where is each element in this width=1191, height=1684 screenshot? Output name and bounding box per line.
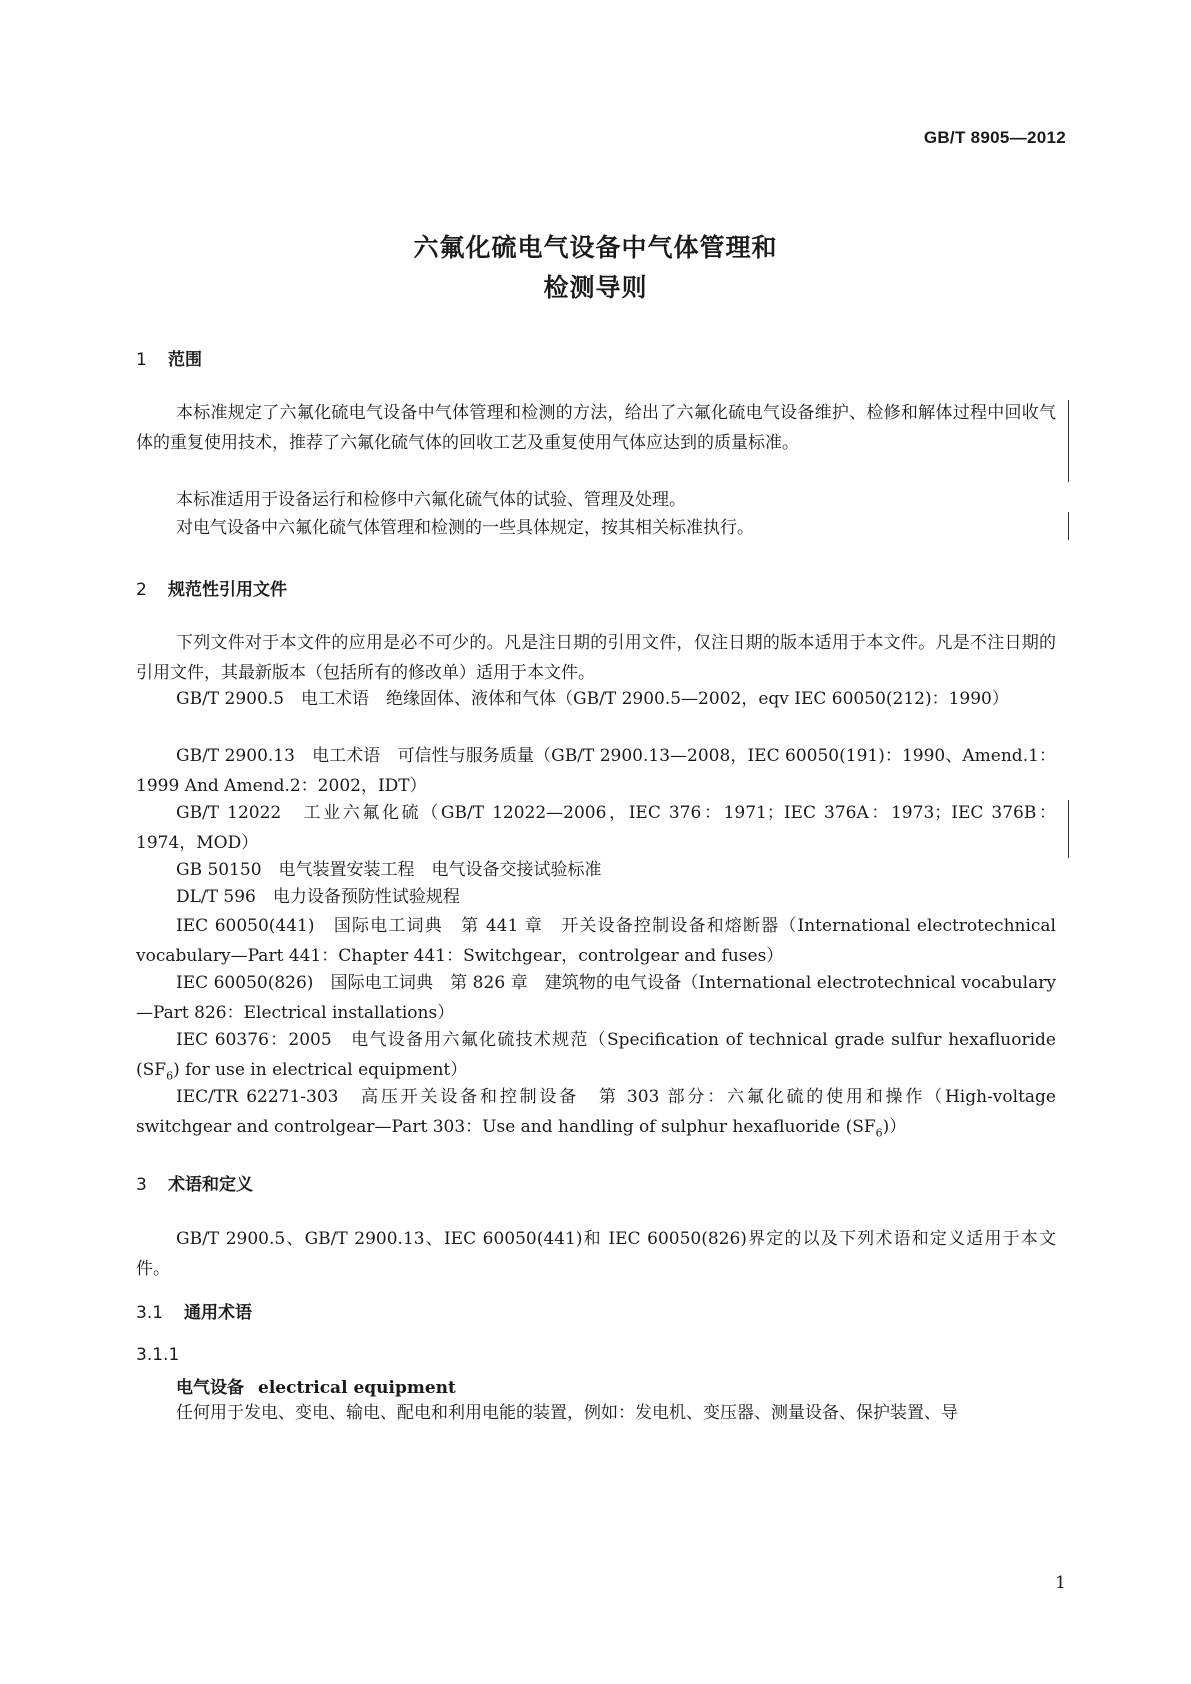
standard-code: GB/T 8905—2012 [923,128,1066,147]
section-1-paragraph-3: 对电气设备中六氟化硫气体管理和检测的一些具体规定，按其相关标准执行。 [176,518,754,538]
page-number: 1 [1055,1573,1066,1593]
section-1-heading: 1 范围 [136,350,202,370]
reference-item: GB 50150 电气装置安装工程 电气设备交接试验标准 [176,860,602,880]
title-line-1: 六氟化硫电气设备中气体管理和 [413,233,778,262]
term-number: 3.1.1 [136,1345,180,1365]
reference-item: GB/T 2900.5 电工术语 绝缘固体、液体和气体（GB/T 2900.5—2002，eqv IEC 60050(212)：1990） [176,689,1009,709]
subsection-3-1-heading: 3.1 通用术语 [136,1303,252,1323]
section-number: 2 [136,580,147,600]
section-3-heading: 3 术语和定义 [136,1175,253,1195]
document-title [0,228,1191,308]
section-number: 3 [136,1175,147,1195]
term-name: 电气设备 electrical equipment [176,1378,456,1398]
title-line-2: 检测导则 [543,273,648,302]
section-3-intro: GB/T 2900.5、GB/T 2900.13、IEC 60050(441)和 IEC 60050(826)界定的以及下列术语和定义适用于本文件。 [136,1229,1056,1279]
reference-item-sf6-spec: IEC 60376：2005 电气设备用六氟化硫技术规范（Specification of technical grade sulfur hexafluoride $(SF_6)$ for use in electrical equipment） [136,1030,1056,1083]
subsection-number: 3.1 [136,1303,164,1323]
section-number: 1 [136,350,147,370]
revision-bar [1068,512,1069,540]
section-2-intro: 下列文件对于本文件的应用是必不可少的。凡是注日期的引用文件，仅注日期的版本适用于本文件。凡是不注日期的引用文件，其最新版本（包括所有的修改单）适用于本文件。 [136,633,1056,683]
section-1-paragraph-1: 本标准规定了六氟化硫电气设备中气体管理和检测的方法，给出了六氟化硫电气设备维护、检修和解体过程中回收气体的重复使用技术，推荐了六氟化硫气体的回收工艺及重复使用气体应达到的质量标准。 [136,403,1056,453]
term-definition: 任何用于发电、变电、输电、配电和利用电能的装置，例如：发电机、变压器、测量设备、保护装置、导 [176,1403,958,1423]
reference-item: GB/T 2900.13 电工术语 可信性与服务质量（GB/T 2900.13—2008，IEC 60050(191)：1990、Amend.1：1999 And Amend.2：2002，IDT） [136,746,1056,796]
reference-item-sf6-handling: IEC/TR 62271-303 高压开关设备和控制设备 第 303 部分：六氟化硫的使用和操作（High-voltage switchgear and controlgear—Part 303：Use and handling of sulphur hexafluoride $(SF_6)$） [136,1087,1056,1140]
section-2-heading: 2 规范性引用文件 [136,580,287,600]
reference-item: IEC 60050(826) 国际电工词典 第 826 章 建筑物的电气设备（International electrotechnical vocabulary—Part 826：Electrical installations） [136,973,1056,1023]
revision-bar [1068,800,1069,858]
reference-item: IEC 60050(441) 国际电工词典 第 441 章 开关设备控制设备和熔断器（International electrotechnical vocabulary—Part 441：Chapter 441：Switchgear，controlgear and fuses） [136,916,1056,966]
section-1-paragraph-2: 本标准适用于设备运行和检修中六氟化硫气体的试验、管理及处理。 [176,490,686,510]
reference-item: DL/T 596 电力设备预防性试验规程 [176,887,460,907]
reference-item: GB/T 12022 工业六氟化硫（GB/T 12022—2006，IEC 376：1971；IEC 376A：1973；IEC 376B：1974，MOD） [136,803,1056,853]
revision-bar [1068,400,1069,482]
